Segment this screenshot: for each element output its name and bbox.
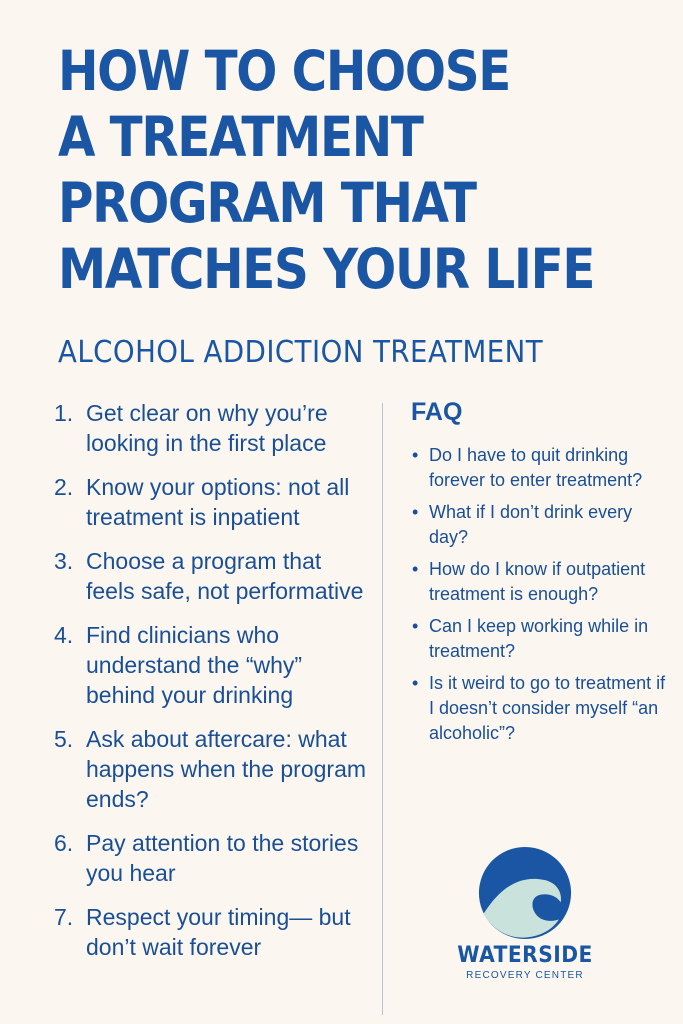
subtitle: ALCOHOL ADDICTION TREATMENT <box>58 335 544 370</box>
brand-tagline: RECOVERY CENTER <box>466 970 584 981</box>
faq-question: What if I don’t drink every day? <box>429 502 633 547</box>
bullet-icon: • <box>412 502 419 522</box>
page-title <box>58 38 595 302</box>
step-text: Find clinicians who understand the “why” behind your drinking <box>86 622 303 708</box>
step-text: Ask about aftercare: what happens when the program ends? <box>86 726 367 812</box>
step-text: Choose a program that feels safe, not performative <box>86 548 364 604</box>
faq-item <box>411 671 673 746</box>
step-text: Pay attention to the stories you hear <box>86 830 359 886</box>
faq-item <box>411 500 673 550</box>
step-number: 3. <box>54 548 74 574</box>
step-item <box>54 546 368 606</box>
faq-question: Do I have to quit drinking forever to enter treatment? <box>429 445 643 490</box>
step-number: 4. <box>54 622 74 648</box>
bullet-icon: • <box>412 616 419 636</box>
faq-question: How do I know if outpatient treatment is enough? <box>429 559 646 604</box>
steps-list <box>54 398 368 976</box>
step-text: Know your options: not all treatment is inpatient <box>86 474 350 530</box>
brand-name: WATERSIDE <box>457 943 593 968</box>
faq-item <box>411 443 673 493</box>
step-item <box>54 828 368 888</box>
faq-item <box>411 557 673 607</box>
faq-list <box>411 443 673 753</box>
title-line: A TREATMENT <box>58 105 423 169</box>
step-text: Respect your timing— but don’t wait forever <box>86 904 351 960</box>
title-line: HOW TO CHOOSE <box>58 39 510 103</box>
bullet-icon: • <box>412 445 419 465</box>
faq-question: Can I keep working while in treatment? <box>429 616 649 661</box>
title-line: MATCHES YOUR LIFE <box>58 237 595 301</box>
step-item <box>54 398 368 458</box>
step-number: 6. <box>54 830 74 856</box>
wave-icon <box>478 846 572 940</box>
step-item <box>54 724 368 814</box>
step-number: 7. <box>54 904 74 930</box>
step-item <box>54 902 368 962</box>
step-number: 5. <box>54 726 74 752</box>
brand-block <box>450 943 600 983</box>
step-item <box>54 472 368 532</box>
step-number: 1. <box>54 400 74 426</box>
column-divider <box>382 403 383 1015</box>
title-line: PROGRAM THAT <box>58 171 476 235</box>
step-item <box>54 620 368 710</box>
step-text: Get clear on why you’re looking in the first place <box>86 400 328 456</box>
faq-heading: FAQ <box>411 398 463 426</box>
faq-question: Is it weird to go to treatment if I doesn’t consider myself “an alcoholic”? <box>429 673 666 743</box>
step-number: 2. <box>54 474 74 500</box>
bullet-icon: • <box>412 559 419 579</box>
faq-item <box>411 614 673 664</box>
bullet-icon: • <box>412 673 419 693</box>
